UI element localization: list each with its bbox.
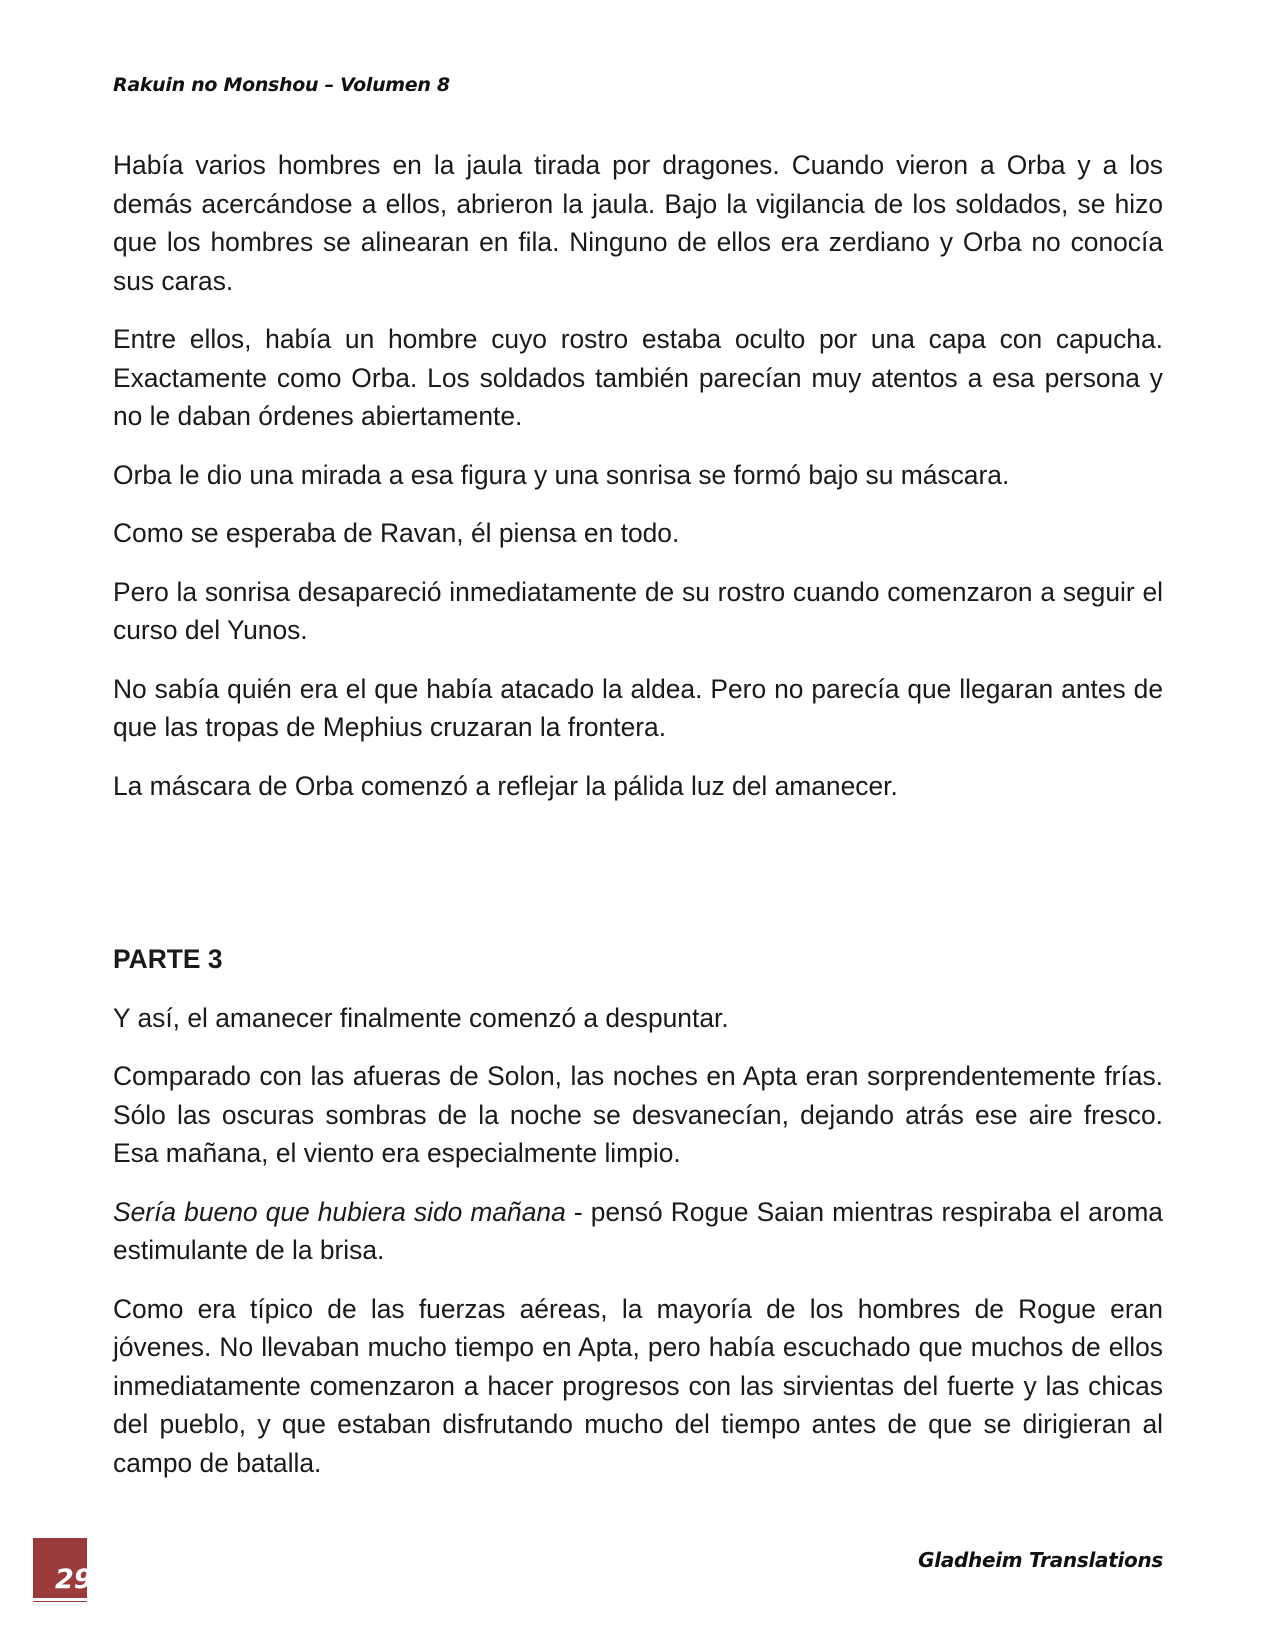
paragraph: Como se esperaba de Ravan, él piensa en todo. xyxy=(113,518,680,548)
paragraph: Y así, el amanecer finalmente comenzó a despuntar. xyxy=(113,1002,729,1033)
paragraph: Pero la sonrisa desapareció inmediatamente de su rostro cuando comenzaron a seguir el curso del Yunos. xyxy=(113,576,1163,645)
section-heading: PARTE 3 xyxy=(113,944,223,974)
paragraph xyxy=(113,1193,1163,1270)
paragraph: La máscara de Orba comenzó a reflejar la pálida luz del amanecer. xyxy=(113,770,898,801)
paragraph: Entre ellos, había un hombre cuyo rostro estaba oculto por una capa con capucha. Exactamente como Orba. Los soldados también parecían muy atentos a esa persona y no le daban órdenes abiertamente. xyxy=(113,324,1163,431)
page-number-box xyxy=(33,1538,93,1602)
paragraph: Había varios hombres en la jaula tirada por dragones. Cuando vieron a Orba y a los demás acercándose a ellos, abrieron la jaula. Bajo la vigilancia de los soldados, se hizo que los hombres se alinearan en fila. Ninguno de ellos era zerdiano y Orba no conocía sus caras. xyxy=(113,150,1163,296)
footer-brand: Gladheim Translations xyxy=(918,1548,1163,1572)
italic-thought: Sería bueno que hubiera sido mañana xyxy=(113,1196,566,1227)
paragraph: Como era típico de las fuerzas aéreas, la mayoría de los hombres de Rogue eran jóvenes. No llevaban mucho tiempo en Apta, pero había escuchado que muchos de ellos inmediatamente comenzaron a hacer progresos con las sirvientas del fuerte y las chicas del pueblo, y que estaban disfrutando mucho del tiempo antes de que se dirigieran al campo de batalla. xyxy=(113,1293,1163,1478)
section-spacer xyxy=(113,825,1163,940)
page-number: 29 xyxy=(55,1564,93,1595)
page-number-underline xyxy=(33,1598,87,1601)
page-content xyxy=(113,146,1163,1502)
paragraph: No sabía quién era el que había atacado la aldea. Pero no parecía que llegaran antes de que las tropas de Mephius cruzaran la frontera. xyxy=(113,673,1163,742)
running-header: Rakuin no Monshou – Volumen 8 xyxy=(113,74,450,96)
paragraph-continuation: - pensó Rogue Saian mientras respiraba el aroma estimulante de la brisa. xyxy=(113,1196,1163,1265)
paragraph: Comparado con las afueras de Solon, las noches en Apta eran sorprendentemente frías. Sólo las oscuras sombras de la noche se desvanecían, dejando atrás ese aire fresco. Esa mañana, el viento era especialmente limpio. xyxy=(113,1061,1163,1168)
paragraph: Orba le dio una mirada a esa figura y una sonrisa se formó bajo su máscara. xyxy=(113,459,1010,490)
